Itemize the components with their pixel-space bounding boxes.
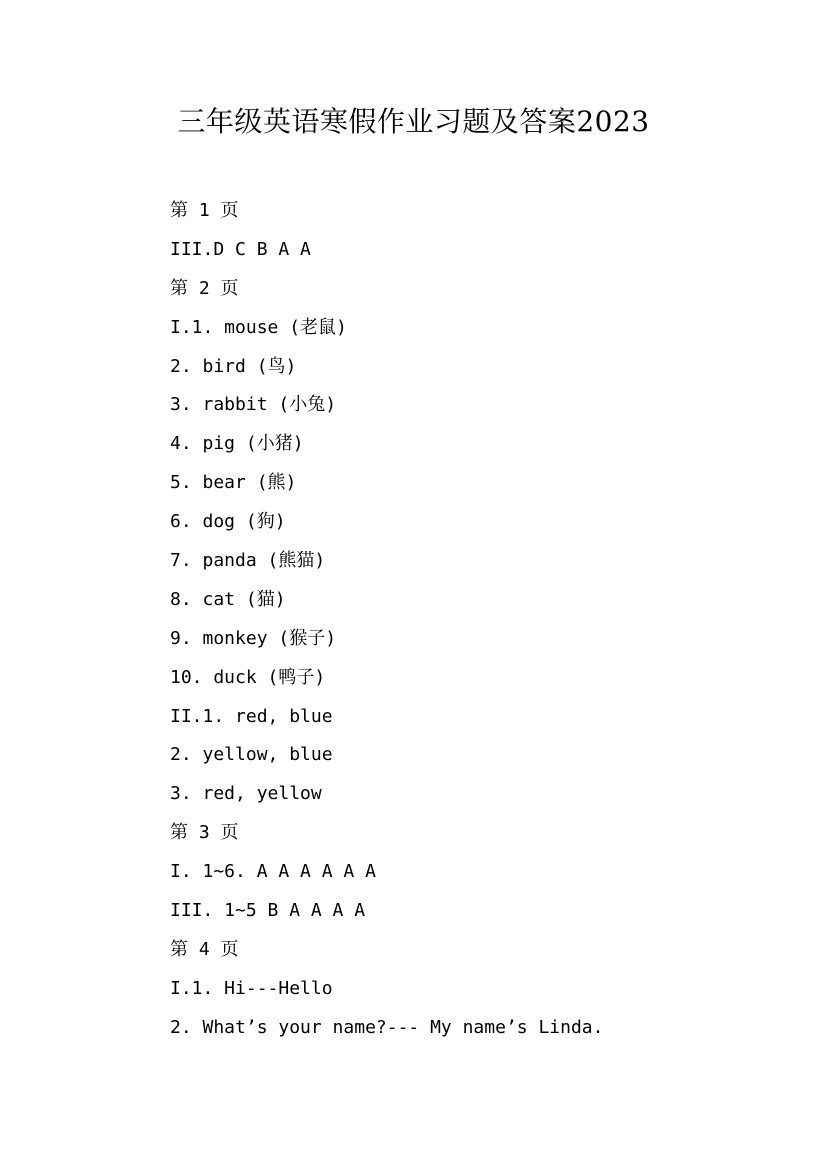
- answer-line: 7. panda (熊猫): [170, 550, 326, 572]
- answer-line: 2. What’s your name?--- My name’s Linda.: [170, 1016, 604, 1038]
- answer-line: III. 1~5 B A A A A: [170, 900, 366, 922]
- answer-line: I.1. mouse (老鼠): [170, 316, 347, 338]
- answer-line: 第 3 页: [170, 822, 239, 844]
- answer-line: III.D C B A A: [170, 238, 311, 260]
- answer-line: 第 4 页: [170, 938, 239, 960]
- answer-line: 5. bear (熊): [170, 472, 297, 494]
- answer-line: 2. bird (鸟): [170, 355, 297, 377]
- answer-line: 4. pig (小猪): [170, 433, 304, 455]
- answer-line: 8. cat (猫): [170, 588, 286, 610]
- answer-line: 第 1 页: [170, 200, 239, 221]
- answer-line: 6. dog (狗): [170, 511, 286, 533]
- answer-line: II.1. red, blue: [170, 705, 333, 727]
- answer-line: 3. rabbit (小兔): [170, 394, 337, 416]
- answer-line: I. 1~6. A A A A A A: [170, 861, 376, 883]
- answer-list: [170, 192, 770, 1048]
- answer-line: 第 2 页: [170, 277, 239, 299]
- document-title: 三年级英语寒假作业习题及答案2023: [177, 105, 650, 138]
- answer-line: 3. red, yellow: [170, 783, 322, 805]
- answer-line: I.1. Hi---Hello: [170, 977, 333, 999]
- answer-line: 10. duck (鸭子): [170, 666, 326, 688]
- answer-line: 2. yellow, blue: [170, 744, 333, 766]
- answer-line: 9. monkey (猴子): [170, 627, 337, 649]
